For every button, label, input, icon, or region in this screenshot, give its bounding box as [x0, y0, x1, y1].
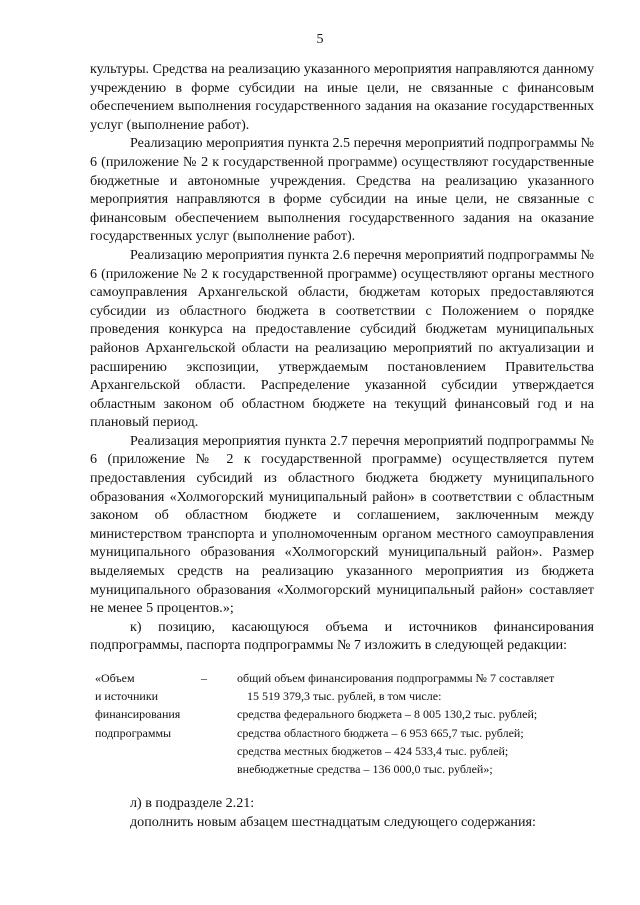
page-number: 5 [316, 32, 324, 47]
funding-extra-budgetary: внебюджетные средства – 136 000,0 тыс. рублей»; [237, 762, 493, 777]
passport-label-line: подпрограммы [95, 725, 172, 740]
passport-label-line: финансирования [95, 707, 181, 722]
passport-table [95, 669, 594, 778]
tail-section [90, 794, 594, 832]
document-body [90, 60, 594, 832]
passport-dash: – [201, 671, 207, 685]
passport-value [237, 669, 594, 778]
paragraph-3: Реализацию мероприятия пункта 2.6 перечня мероприятий подпрограммы № 6 (приложение № 2 к государственной программе) осуществляют органы местного самоуправления Архангельской области, бюджетам которых предоставляются субсидии из областного бюджета в соответствии с Положением о порядке проведения конкурса на предоставление субсидий бюджетам муниципальных районов Архангельской области на реализацию мероприятий по актуализации и расширению экспозиции, утверждаемым постановлением Правительства Архангельской области. Распределение указанной субсидии утверждается областным законом об областном бюджете на текущий финансовый год и на плановый период. [90, 246, 595, 431]
passport-label-line: и источники [95, 689, 159, 704]
funding-regional: средства областного бюджета – 6 953 665,7 тыс. рублей; [237, 725, 524, 740]
paragraph-1: культуры. Средства на реализацию указанного мероприятия направляются данному учреждению в форме субсидии на иные цели, не связанные с финансовым обеспечением выполнения государственного задания на оказание государственных услуг (выполнение работ). [90, 61, 594, 133]
passport-label-line: «Объем [95, 671, 135, 685]
funding-total-line-1: общий объем финансирования подпрограммы № 7 составляет [237, 671, 555, 685]
funding-local: средства местных бюджетов – 424 533,4 тыс. рублей; [237, 743, 509, 758]
funding-total-line-2: 15 519 379,3 тыс. рублей, в том числе: [247, 689, 442, 704]
tail-line-2: дополнить новым абзацем шестнадцатым следующего содержания: [130, 814, 536, 831]
tail-line-1: л) в подразделе 2.21: [130, 795, 255, 812]
paragraph-4: Реализация мероприятия пункта 2.7 перечня мероприятий подпрограммы № 6 (приложение № 2 к государственной программе) осуществляется путем предоставления субсидий из областного бюджета бюджету муниципального образования «Холмогорский муниципальный район» в соответствии с областным законом об областном бюджете и соглашением, заключенным между министерством транспорта и уполномоченным органом местного самоуправления муниципального образования «Холмогорский муниципальный район». Размер выделяемых средств на реализацию указанного мероприятия из бюджета муниципального образования «Холмогорский муниципальный район» составляет не менее 5 процентов.»; [90, 432, 594, 617]
paragraph-5: к) позицию, касающуюся объема и источников финансирования подпрограммы, паспорта подпрограммы № 7 изложить в следующей редакции: [90, 618, 594, 654]
funding-federal: средства федерального бюджета – 8 005 130,2 тыс. рублей; [237, 707, 538, 722]
passport-label [95, 669, 201, 778]
paragraph-2: Реализацию мероприятия пункта 2.5 перечня мероприятий подпрограммы № 6 (приложение № 2 к государственной программе) осуществляют государственные бюджетные и автономные учреждения. Средства на реализацию указанного мероприятия направляются в форме субсидии на иные цели, не связанные с финансовым обеспечением выполнения государственного задания на оказание государственных услуг (выполнение работ). [90, 135, 595, 245]
